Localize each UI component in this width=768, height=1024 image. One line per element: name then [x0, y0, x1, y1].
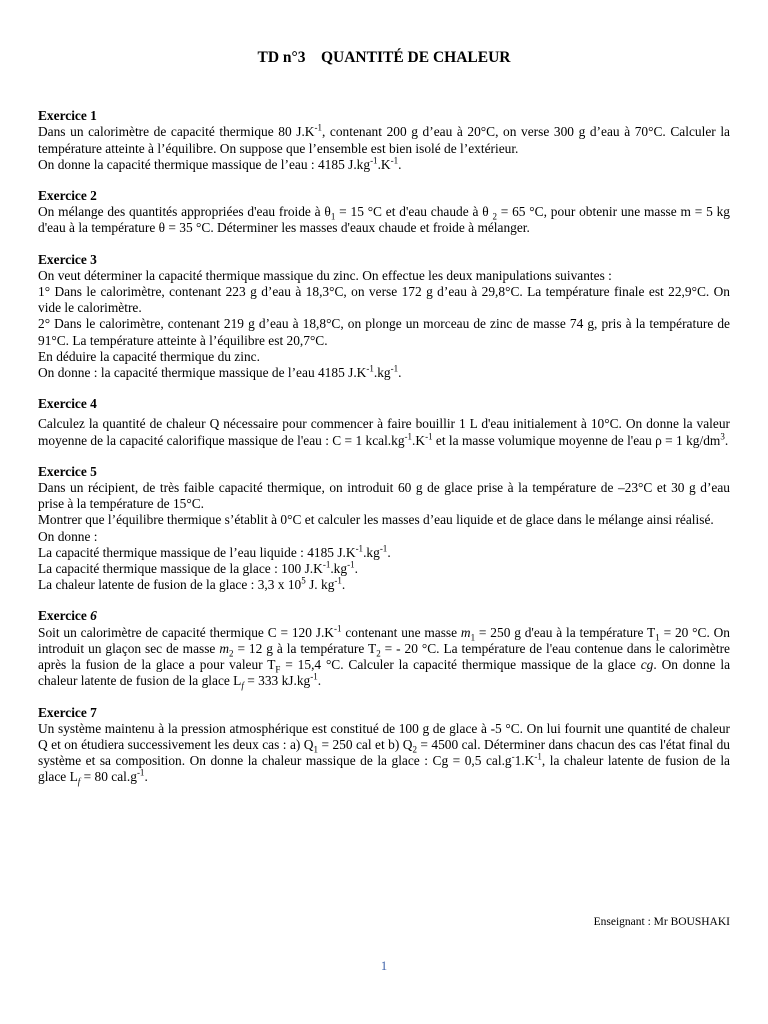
exercise-paragraph: Montrer que l’équilibre thermique s’établit à 0°C et calculer les masses d’eau liquide et de glace dans le mélange ainsi réalisé.	[38, 512, 714, 528]
exercise-paragraph: On donne :	[38, 528, 98, 544]
exercise-6	[38, 608, 730, 689]
exercise-paragraph: On mélange des quantités appropriées d'eau froide à $\theta_1 = 15$ °C et d'eau chaude à θ $_2$ = 65 °C, pour obtenir une masse m = 5 kg d'eau à la température θ = 35 °C. Déterminer les masses d'eaux chaude et froide à mélanger.	[38, 204, 730, 236]
exercise-paragraph: Dans un calorimètre de capacité thermique 80 $J.K^{-1}$, contenant 200 g d’eau à 20°C, on verse 300 g d’eau à 70°C. Calculer la température atteinte à l’équilibre. On suppose que l’ensemble est bien isolé de l’extérieur.	[38, 122, 730, 156]
exercise-heading: Exercice 2	[38, 188, 97, 204]
exercise-paragraph: La capacité thermique massique de la glace : 100 $J.K^{-1}.kg^{-1}$.	[38, 559, 358, 577]
exercise-heading: Exercice 6	[38, 608, 97, 624]
exercise-list	[38, 108, 730, 785]
exercise-7	[38, 705, 730, 786]
exercise-1	[38, 108, 730, 173]
exercise-heading: Exercice 3	[38, 251, 97, 267]
exercise-paragraph: Calculez la quantité de chaleur Q nécessaire pour commencer à faire bouillir 1 L d'eau initialement à 10°C. On donne la valeur moyenne de la capacité calorifique massique de l'eau : C = 1 $kcal.kg^{-1}.K^{-1}$ et la masse volumique moyenne de l'eau ρ = 1 $kg/dm^3$.	[38, 416, 730, 448]
teacher-signature: Enseignant : Mr BOUSHAKI	[593, 916, 730, 928]
exercise-4	[38, 396, 730, 449]
exercise-heading: Exercice 1	[38, 108, 97, 124]
exercise-paragraph: 1° Dans le calorimètre, contenant 223 g d’eau à 18,3°C, on verse 172 g d’eau à 29,8°C. La température finale est 22,9°C. On vide le calorimètre.	[38, 284, 730, 316]
exercise-heading: Exercice 4	[38, 396, 97, 412]
exercise-paragraph: 2° Dans le calorimètre, contenant 219 g d’eau à 18,8°C, on plonge un morceau de zinc de masse 74 g, pris à la température de 91°C. La température atteinte à l’équilibre est 20,7°C.	[38, 316, 730, 348]
exercise-paragraph: En déduire la capacité thermique du zinc.	[38, 348, 260, 364]
exercise-paragraph: On veut déterminer la capacité thermique massique du zinc. On effectue les deux manipulations suivantes :	[38, 267, 612, 283]
exercise-paragraph: Un système maintenu à la pression atmosphérique est constitué de 100 g de glace à -5 °C. On lui fournit une quantité de chaleur Q et on étudiera successivement les deux cas : a) $Q_1 = 250$ cal et b) $Q_2 = 4500$ cal. Déterminer dans chacun des cas l'état final du système et sa composition. On donne la chaleur massique de la glace : Cg = 0,5 $cal.g^-1.K^{-1}$, la chaleur latente de fusion de la glace $L_f = 80$ $cal.g^{-1}$.	[38, 720, 731, 787]
page-number: 1	[380, 959, 388, 973]
exercise-heading: Exercice 7	[38, 704, 97, 720]
exercise-paragraph: On donne : la capacité thermique massique de l’eau 4185 $J.K^{-1}.kg^{-1}$.	[38, 363, 402, 381]
page-title: TD n°3 QUANTITÉ DE CHALEUR	[257, 49, 511, 66]
exercise-2	[38, 188, 730, 237]
exercise-3	[38, 252, 730, 382]
exercise-5	[38, 464, 730, 594]
exercise-paragraph: Dans un récipient, de très faible capacité thermique, on introduit 60 g de glace prise à la température de –23°C et 30 g d’eau prise à la température de 15°C.	[38, 480, 730, 512]
exercise-paragraph: La capacité thermique massique de l’eau liquide : 4185 $J.K^{-1}.kg^{-1}$.	[38, 543, 391, 560]
exercise-paragraph: Soit un calorimètre de capacité thermique C = 120 $J.K^{-1}$ contenant une masse $m_1 = 250$ g d'eau à la température $T_1 = 20$ °C. On introduit un glaçon sec de masse $m_2 = 12$ g à la température $T_2$ = - 20 °C. La température de l'eau contenue dans le calorimètre après la fusion de la glace a pour valeur $T_F = 15,4$ °C. Calculer la capacité thermique massique de la glace cg. On donne la chaleur latente de fusion de la glace $L_f = 333$ $kJ.kg^{-1}$.	[38, 623, 731, 691]
exercise-paragraph: La chaleur latente de fusion de la glace : 3,3 x $10^5$ J. $kg^{-1}$.	[38, 575, 346, 593]
exercise-paragraph: On donne la capacité thermique massique de l’eau : 4185 $J.kg^{-1}.K^{-1}$.	[38, 155, 402, 172]
exercise-heading: Exercice 5	[38, 463, 97, 479]
